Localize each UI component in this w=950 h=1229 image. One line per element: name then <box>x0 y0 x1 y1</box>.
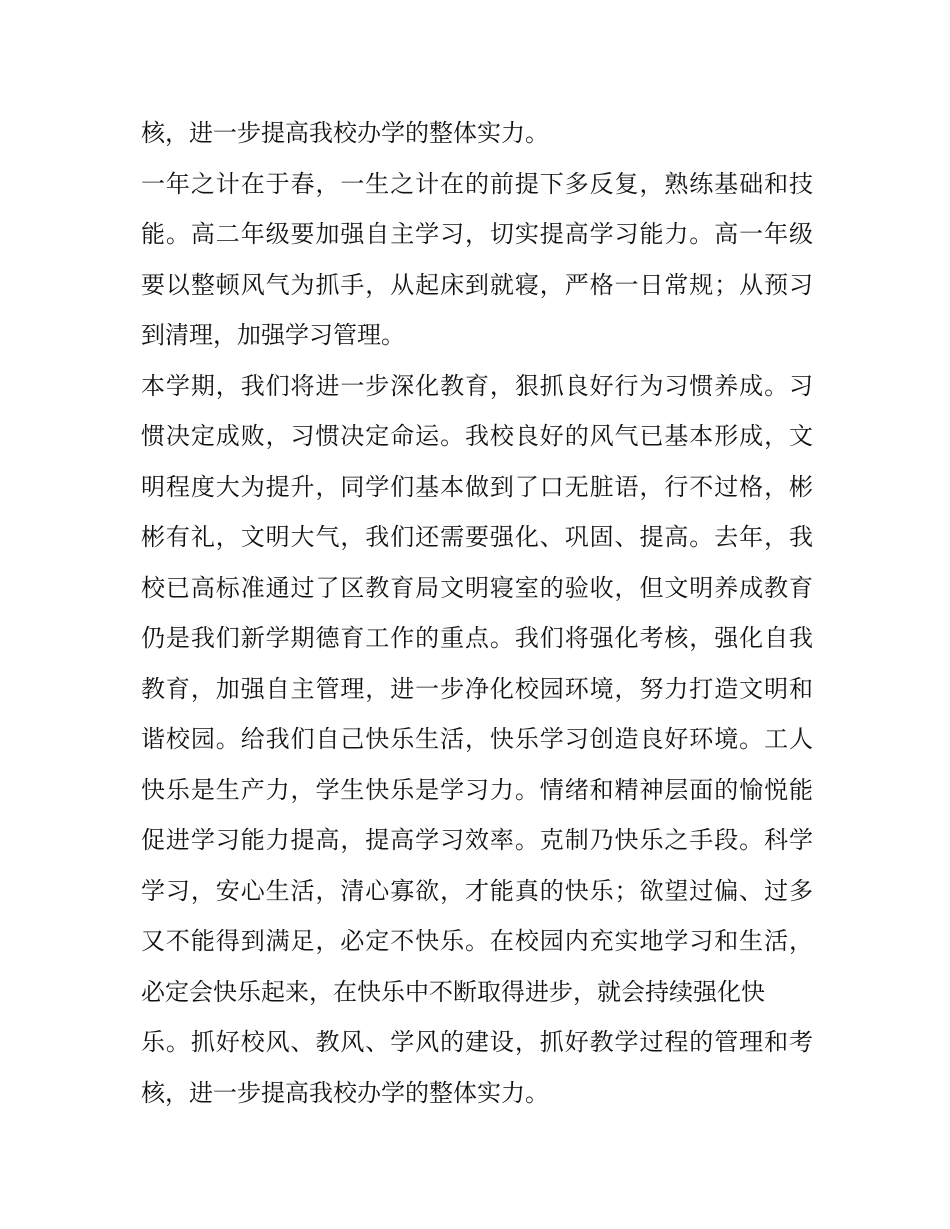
text-line: 彬有礼，文明大气，我们还需要强化、巩固、提高。去年，我 <box>141 523 813 551</box>
text-line: 必定会快乐起来，在快乐中不断取得进步，就会持续强化快 <box>141 977 765 1006</box>
text-line: 能。高二年级要加强自主学习，切实提高学习能力。高一年级 <box>141 220 813 248</box>
text-line: 谐校园。给我们自己快乐生活，快乐学习创造良好环境。工人 <box>141 725 813 753</box>
text-line: 到清理，加强学习管理。 <box>141 321 405 349</box>
text-line: 校已高标准通过了区教育局文明寝室的验收，但文明养成教育 <box>141 573 813 602</box>
text-line: 明程度大为提升，同学们基本做到了口无脏语，行不过格，彬 <box>141 472 813 501</box>
text-line: 核，进一步提高我校办学的整体实力。 <box>141 119 549 147</box>
text-line: 要以整顿风气为抓手，从起床到就寝，严格一日常规；从预习 <box>141 270 813 299</box>
text-line: 本学期，我们将进一步深化教育，狠抓良好行为习惯养成。习 <box>141 371 813 400</box>
text-line: 核，进一步提高我校办学的整体实力。 <box>141 1078 549 1107</box>
text-line: 一年之计在于春，一生之计在的前提下多反复，熟练基础和技 <box>141 169 813 198</box>
text-line: 乐。抓好校风、教风、学风的建设，抓好教学过程的管理和考 <box>141 1028 813 1056</box>
text-line: 仍是我们新学期德育工作的重点。我们将强化考核，强化自我 <box>141 624 813 652</box>
text-line: 惯决定成败，习惯决定命运。我校良好的风气已基本形成，文 <box>141 422 813 450</box>
text-line: 又不能得到满足，必定不快乐。在校园内充实地学习和生活， <box>141 927 813 955</box>
text-line: 促进学习能力提高，提高学习效率。克制乃快乐之手段。科学 <box>141 826 813 854</box>
document-body <box>141 108 813 1118</box>
text-line: 学习，安心生活，清心寡欲，才能真的快乐；欲望过偏、过多 <box>141 876 813 905</box>
text-line: 教育，加强自主管理，进一步净化校园环境，努力打造文明和 <box>141 674 813 703</box>
text-line: 快乐是生产力，学生快乐是学习力。情绪和精神层面的愉悦能 <box>141 775 813 804</box>
